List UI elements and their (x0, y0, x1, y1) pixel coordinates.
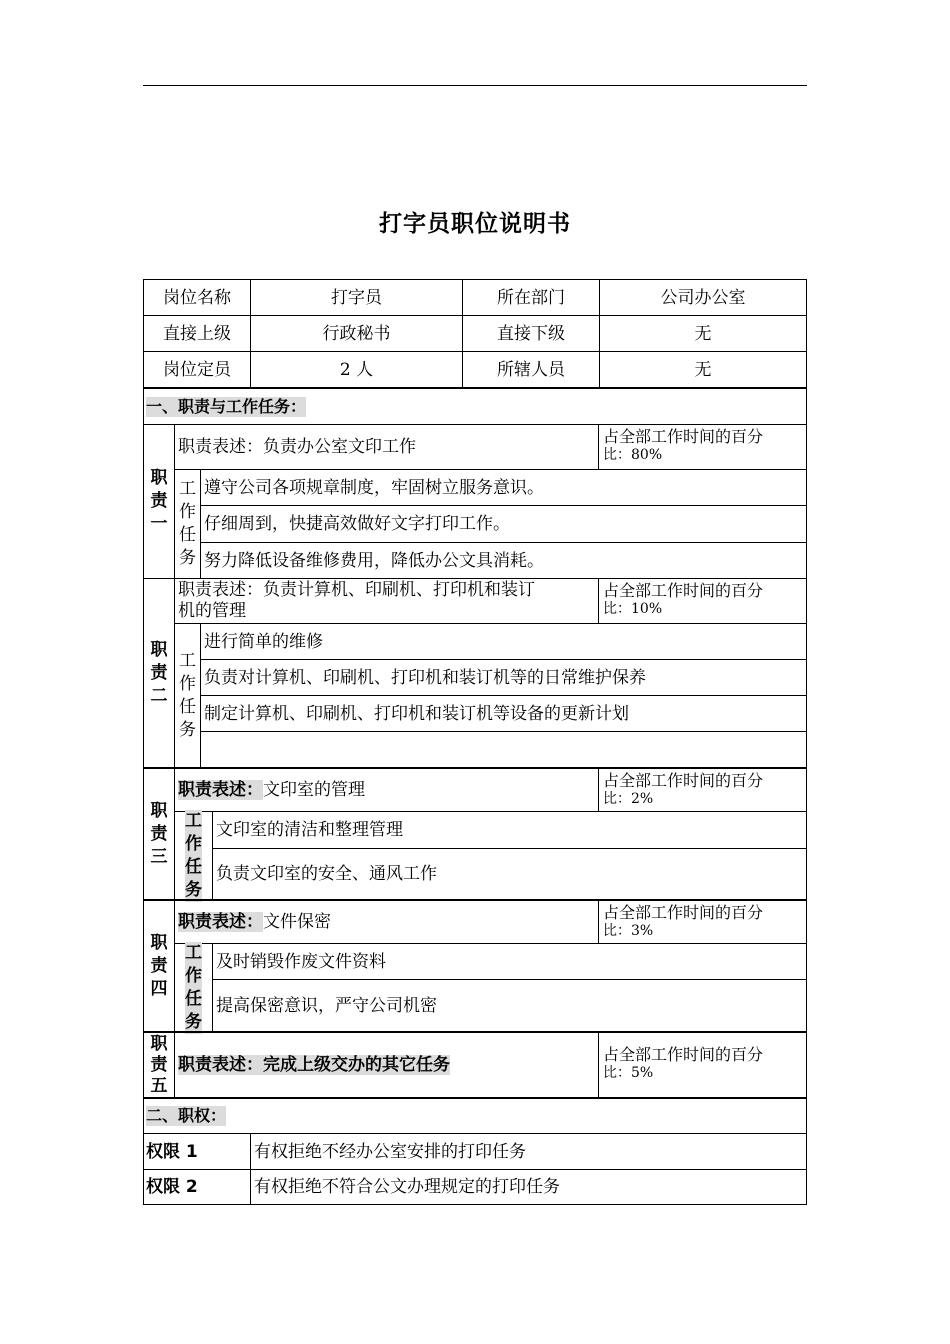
duty1-task-2: 仔细周到，快捷高效做好文字打印工作。 (200, 505, 806, 542)
duty3-label: 职 责 三 (144, 767, 174, 899)
duty4-task-1: 及时销毁作废文件资料 (212, 943, 806, 979)
duty3-description: 职责表述： 文印室的管理 (174, 767, 598, 811)
duty4-percentage: 占全部工作时间的百分 比：3% (598, 899, 806, 943)
duty3-task-label: 工 作 任 务 (174, 811, 212, 899)
info-r3-c4: 无 (599, 351, 806, 387)
document-title: 打字员职位说明书 (379, 211, 571, 237)
duty1-percentage: 占全部工作时间的百分 比：80% (598, 424, 806, 469)
authority1-label: 权限 1 (144, 1133, 250, 1169)
duty2-task-1: 进行简单的维修 (200, 623, 806, 659)
authority2-text: 有权拒绝不符合公文办理规定的打印任务 (250, 1169, 806, 1204)
info-r3-c3: 所辖人员 (462, 351, 599, 387)
authority1-text: 有权拒绝不经办公室安排的打印任务 (250, 1133, 806, 1169)
duty2-percentage: 占全部工作时间的百分 比：10% (598, 578, 806, 623)
job-description-table (143, 279, 807, 1205)
section2-label: 二、职权： (146, 1106, 227, 1125)
info-r1-c4: 公司办公室 (599, 280, 806, 315)
duty1-task-label: 工 作 任 务 (174, 469, 200, 578)
info-r1-c1: 岗位名称 (163, 287, 231, 308)
duty4-task-2: 提高保密意识，严守公司机密 (212, 979, 806, 1031)
info-r3-c1: 岗位定员 (144, 351, 250, 387)
section1-header (144, 387, 806, 424)
duty2-task-2: 负责对计算机、印刷机、打印机和装订机等的日常维护保养 (200, 659, 806, 695)
section2-header (144, 1097, 806, 1133)
duty3-percentage: 占全部工作时间的百分 比：2% (598, 767, 806, 811)
info-r3-c2: 2 人 (250, 351, 462, 387)
info-r1-c3: 所在部门 (462, 280, 599, 315)
section1-label: 一、职责与工作任务： (146, 396, 307, 416)
info-r2-c4: 无 (599, 315, 806, 351)
duty4-task-label: 工 作 任 务 (174, 943, 212, 1031)
info-r2-c2: 行政秘书 (250, 315, 462, 351)
info-r1-c2: 打字员 (250, 280, 462, 315)
duty4-label: 职 责 四 (144, 899, 174, 1031)
duty1-task-3: 努力降低设备维修费用，降低办公文具消耗。 (200, 542, 806, 578)
duty3-task-1: 文印室的清洁和整理管理 (212, 811, 806, 848)
duty5-label: 职 责 五 (144, 1031, 174, 1097)
duty1-description: 职责表述： 负责办公室文印工作 (174, 424, 598, 469)
duty1-label: 职 责 一 (144, 424, 174, 578)
duty5-description: 职责表述：完成上级交办的其它任务 (174, 1031, 598, 1097)
info-r2-c1: 直接上级 (144, 315, 250, 351)
duty2-task-label: 工 作 任 务 (174, 623, 200, 767)
header-rule (143, 85, 807, 86)
info-r2-c3: 直接下级 (462, 315, 599, 351)
duty2-label: 职 责 二 (144, 578, 174, 767)
duty2-task-3: 制定计算机、印刷机、打印机和装订机等设备的更新计划 (200, 695, 806, 731)
duty1-task-1: 遵守公司各项规章制度，牢固树立服务意识。 (200, 469, 806, 505)
duty2-task-4 (200, 731, 806, 767)
duty5-percentage: 占全部工作时间的百分 比：5% (598, 1031, 806, 1097)
duty4-description: 职责表述： 文件保密 (174, 899, 598, 943)
duty3-task-2: 负责文印室的安全、通风工作 (212, 848, 806, 899)
authority2-label: 权限 2 (144, 1169, 250, 1204)
duty2-description: 职责表述：负责计算机、印刷机、打印机和装订 机的管理 (174, 578, 598, 623)
